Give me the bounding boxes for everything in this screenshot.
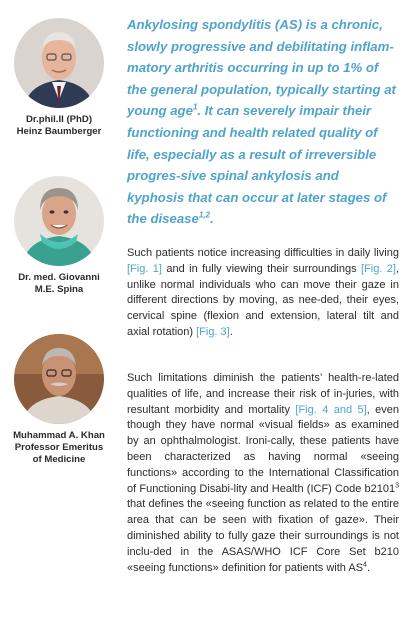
- citation-superscript: 4: [363, 560, 367, 568]
- body-text: that defines the «seeing function as related to the entire area that can be seen with fixation of gaze». Their diminished ability to fully gaze their surroundings is not inclu-ded in the ASAS/WHO ICF Core Set b210 «seeing functions» definition for patients with AS: [127, 498, 399, 574]
- author-card-baumberger: [0, 18, 118, 138]
- author-card-khan: [0, 334, 118, 466]
- author-fullname: Heinz Baumberger: [16, 126, 102, 137]
- body-text: .: [366, 561, 371, 574]
- body-text: , even though they have normal «visual fields» as examined by an ophthalmologist. Ironi-cally, these patients have been characterized as having normal «seeing functions» according to the International Classification of Functioning Disabi-lity and Health (ICF) Code b2101: [127, 403, 399, 495]
- author-title: Professor Emeritus: [14, 442, 104, 453]
- figure-reference[interactable]: [Fig. 3]: [196, 325, 230, 338]
- intro-text: Ankylosing spondylitis (AS) is a chronic, slowly progressive and debilitating inflam-matory arthritis occurring in up to 1% of the general population, typically starting at young age: [127, 17, 396, 119]
- body-paragraph-2: [127, 371, 399, 576]
- author-photo: [14, 334, 104, 424]
- author-fullname: M.E. Spina: [34, 284, 84, 295]
- figure-reference[interactable]: [Fig. 2]: [360, 262, 396, 275]
- author-name: [0, 272, 118, 296]
- author-name: [0, 114, 118, 138]
- author-title-continued: of Medicine: [32, 454, 86, 465]
- body-paragraph-1: [127, 246, 399, 341]
- citation-superscript: 1: [192, 102, 198, 112]
- author-title: Dr. med. Giovanni: [18, 272, 100, 283]
- body-text: .: [229, 325, 233, 338]
- figure-reference[interactable]: [Fig. 4 and 5]: [295, 403, 367, 416]
- intro-text: . It can severely impair their functioning and health related quality of life, especially as a result of irreversible progres-sive spinal ankylosis and kyphosis that can occur at later stages of the disease: [127, 103, 387, 227]
- body-text: Such limitations diminish the patients’ health-re-lated qualities of life, and increase their risk of in-juries, with resultant morbidity and mortality: [127, 372, 399, 416]
- intro-paragraph: [127, 14, 399, 230]
- citation-superscript: 3: [395, 481, 399, 489]
- citation-superscript: 1,2: [198, 210, 210, 220]
- author-sidebar: [0, 0, 118, 625]
- author-card-spina: [0, 176, 118, 296]
- intro-text: .: [209, 211, 214, 227]
- author-fullname: Muhammad A. Khan: [13, 430, 105, 441]
- author-photo: [14, 18, 104, 108]
- body-text: and in fully viewing their surroundings: [161, 262, 361, 275]
- author-name: [0, 430, 118, 466]
- author-photo: [14, 176, 104, 266]
- body-text: , unlike normal individuals who can move their gaze in different directions by moving, as nee-ded, their eyes, cervical spine (flexion and extension, lateral tilt and axial rotation): [127, 262, 400, 338]
- author-title: Dr.phil.II (PhD): [25, 114, 93, 125]
- figure-reference[interactable]: [Fig. 1]: [127, 262, 162, 275]
- body-text: Such patients notice increasing difficulties in daily living: [127, 247, 399, 259]
